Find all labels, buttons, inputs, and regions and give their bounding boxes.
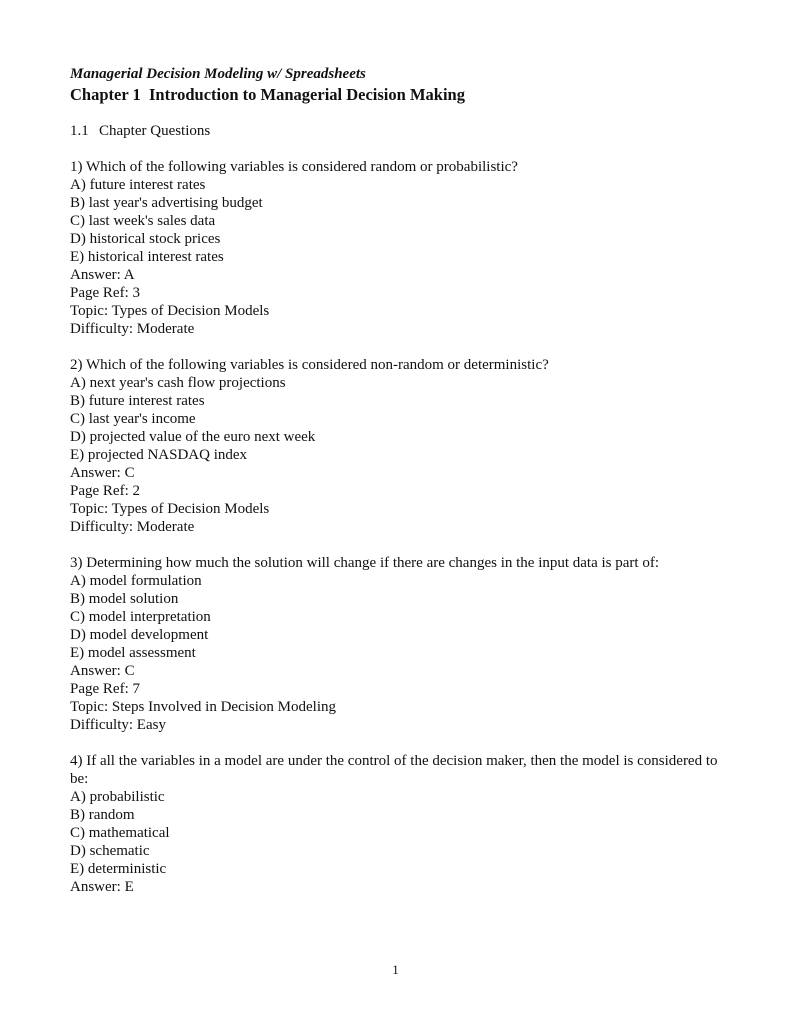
question-4 (70, 752, 720, 896)
chapter-number: Chapter 1 (70, 85, 141, 104)
page-ref: Page Ref: 7 (70, 681, 140, 697)
question-text: 1) Which of the following variables is considered random or probabilistic? (70, 159, 518, 175)
question-3 (70, 554, 720, 734)
option-b: B) model solution (70, 591, 179, 607)
option-c: C) model interpretation (70, 609, 211, 625)
difficulty: Difficulty: Moderate (70, 519, 195, 535)
section-heading (70, 122, 720, 140)
option-b: B) future interest rates (70, 393, 205, 409)
difficulty: Difficulty: Moderate (70, 321, 195, 337)
question-text: 4) If all the variables in a model are under the control of the decision maker, then the model is considered to be: (70, 753, 718, 787)
book-title: Managerial Decision Modeling w/ Spreadsheets (70, 66, 366, 82)
question-2 (70, 356, 720, 536)
difficulty: Difficulty: Easy (70, 717, 166, 733)
option-a: A) probabilistic (70, 789, 165, 805)
option-e: E) projected NASDAQ index (70, 447, 248, 463)
option-b: B) last year's advertising budget (70, 195, 263, 211)
topic: Topic: Types of Decision Models (70, 303, 270, 319)
option-c: C) last year's income (70, 411, 196, 427)
chapter-title (70, 84, 720, 106)
option-a: A) next year's cash flow projections (70, 375, 286, 391)
question-1 (70, 158, 720, 338)
option-b: B) random (70, 807, 135, 823)
page-number: 1 (392, 962, 399, 977)
option-d: D) projected value of the euro next week (70, 429, 316, 445)
option-e: E) historical interest rates (70, 249, 224, 265)
document-page (70, 64, 720, 896)
question-text: 3) Determining how much the solution will change if there are changes in the input data is part of: (70, 555, 659, 571)
option-d: D) model development (70, 627, 209, 643)
option-d: D) historical stock prices (70, 231, 221, 247)
answer: Answer: E (70, 879, 134, 895)
section-title: Chapter Questions (99, 123, 211, 139)
option-e: E) model assessment (70, 645, 196, 661)
topic: Topic: Types of Decision Models (70, 501, 270, 517)
answer: Answer: C (70, 663, 135, 679)
page-ref: Page Ref: 3 (70, 285, 140, 301)
option-a: A) future interest rates (70, 177, 206, 193)
chapter-name: Introduction to Managerial Decision Making (149, 85, 465, 104)
page-ref: Page Ref: 2 (70, 483, 140, 499)
answer: Answer: C (70, 465, 135, 481)
option-c: C) last week's sales data (70, 213, 216, 229)
topic: Topic: Steps Involved in Decision Modeling (70, 699, 337, 715)
option-e: E) deterministic (70, 861, 167, 877)
question-text: 2) Which of the following variables is considered non-random or deterministic? (70, 357, 549, 373)
option-a: A) model formulation (70, 573, 202, 589)
answer: Answer: A (70, 267, 135, 283)
option-c: C) mathematical (70, 825, 170, 841)
option-d: D) schematic (70, 843, 150, 859)
section-number: 1.1 (70, 123, 89, 139)
